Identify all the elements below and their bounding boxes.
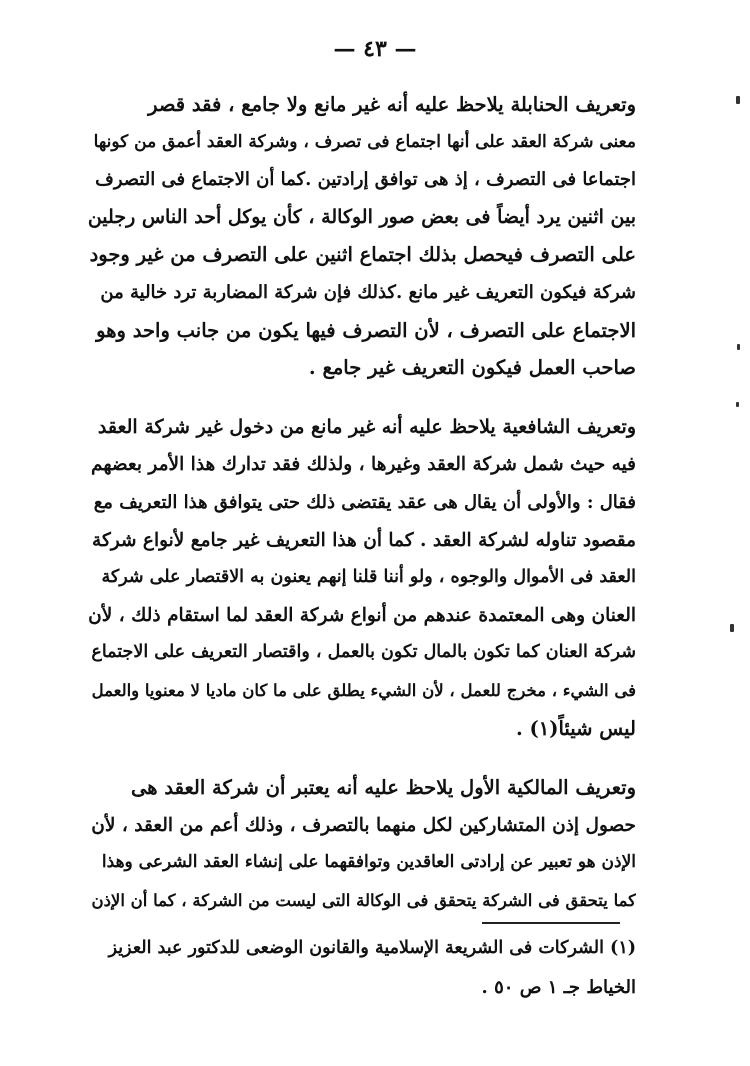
text-line: وتعريف المالكية الأول يلاحظ عليه أنه يعتبر أن شركة العقد هى (131, 776, 636, 800)
scan-speck (730, 624, 734, 632)
text-line: الإذن هو تعبير عن إرادتى العاقدين وتوافقهما على إنشاء العقد الشرعى وهذا (101, 852, 636, 873)
footnote-line: (١) الشركات فى الشريعة الإسلامية والقانون الوضعى للدكتور عبد العزيز (108, 938, 636, 958)
text-line: على التصرف فيحصل بذلك اجتماع اثنين على التصرف من غير وجود (89, 243, 636, 267)
text-line: الاجتماع على التصرف ، لأن التصرف فيها يكون من جانب واحد وهو (96, 318, 636, 342)
text-line: صاحب العمل فيكون التعريف غير جامع . (308, 356, 636, 380)
page-number: — ٤٣ — (333, 36, 417, 62)
text-line: فقال : والأولى أن يقال هى عقد يقتضى ذلك حتى يتوافق هذا التعريف مع (93, 491, 636, 513)
text-line: فى الشيء ، مخرج للعمل ، لأن الشيء يطلق على ما كان ماديا لا معنويا والعمل (91, 680, 636, 700)
paragraph-1 (88, 86, 636, 387)
text-line: معنى شركة العقد على أنها اجتماع فى تصرف ، وشركة العقد أعمق من كونها (93, 131, 636, 152)
text-line: مقصود تناوله لشركة العقد . كما أن هذا التعريف غير جامع لأنواع شركة (92, 529, 636, 551)
text-line: شركة فيكون التعريف غير مانع .كذلك فإن شركة المضاربة ترد خالية من (100, 281, 636, 303)
text-line: العنان وهى المعتمدة عندهم من أنواع شركة العقد لما استقام ذلك ، لأن (88, 604, 636, 626)
text-line: وتعريف الحنابلة يلاحظ عليه أنه غير مانع ولا جامع ، فقد قصر (148, 93, 636, 116)
footnote-line: الخياط جـ ١ ص ٥٠ . (481, 977, 636, 998)
text-line: فيه حيث شمل شركة العقد وغيرها ، ولذلك فقد تدارك هذا الأمر بعضهم (91, 454, 636, 476)
text-line: شركة العنان كما تكون بالمال تكون بالعمل ، واقتصار التعريف على الاجتماع (91, 642, 636, 663)
text-line: العقد فى الأموال والوجوه ، ولو أننا قلنا إنهم يعنون به الاقتصار على شركة (101, 567, 636, 588)
scan-speck (736, 402, 739, 407)
text-line: كما يتحقق فى الشركة يتحقق فى الوكالة التى ليست من الشركة ، كما أن الإذن (91, 890, 636, 910)
text-line: اجتماعا فى التصرف ، إذ هى توافق إرادتين .كما أن الاجتماع فى التصرف (95, 169, 636, 191)
text-line: وتعريف الشافعية يلاحظ عليه أنه غير مانع من دخول غير شركة العقد (97, 415, 636, 438)
scan-speck (737, 344, 740, 350)
text-line: حصول إذن المتشاركين لكل منهما بالتصرف ، وذلك أعم من العقد ، لأن (91, 814, 636, 836)
paragraph-2 (88, 409, 636, 747)
paragraph-3 (88, 769, 636, 919)
footnote-separator (482, 922, 620, 924)
text-line: ليس شيئاً(١) . (515, 716, 636, 740)
scan-speck (736, 96, 740, 104)
footnotes (96, 928, 636, 1008)
text-line: بين اثنين يرد أيضاً فى بعض صور الوكالة ، كأن يوكل أحد الناس رجلين (88, 205, 636, 228)
main-text (88, 86, 636, 919)
